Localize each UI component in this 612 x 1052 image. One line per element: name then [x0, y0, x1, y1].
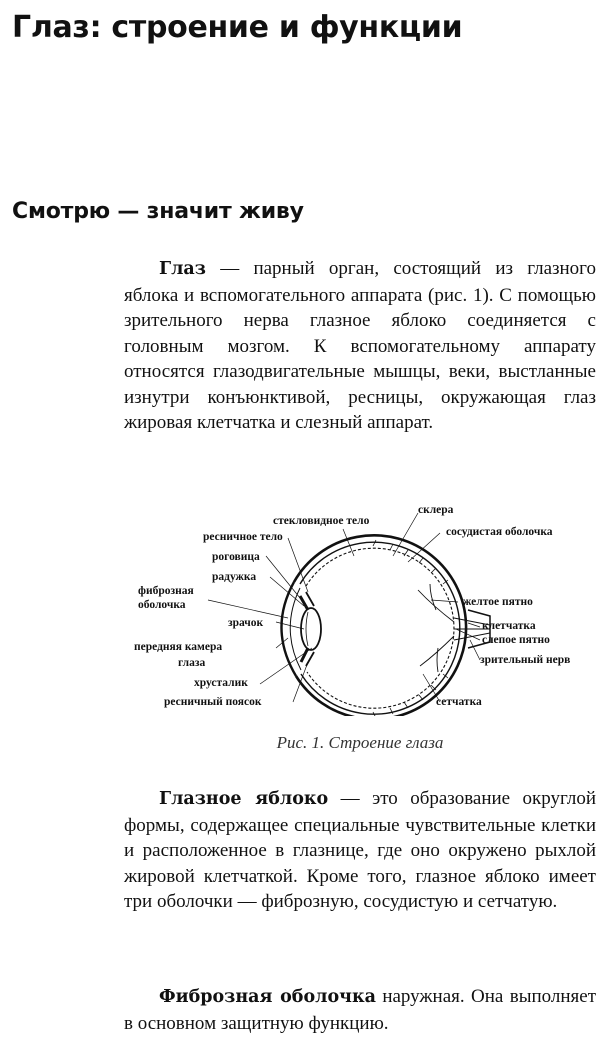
- label-fibrous-1: фиброзная: [138, 585, 194, 597]
- label-cornea: роговица: [212, 551, 260, 563]
- figure-caption: Рис. 1. Строение глаза: [276, 733, 444, 752]
- label-iris: радужка: [212, 571, 257, 583]
- label-macula: желтое пятно: [463, 596, 533, 608]
- cornea-outline: [281, 582, 296, 676]
- section-title: Смотрю — значит живу: [12, 199, 304, 224]
- label-optic-nerve: зрительный нерв: [480, 654, 571, 666]
- sclera-outline: [294, 535, 466, 716]
- paragraph-fibrous-layer-text: наружная. Она выполняет в основном защитную функцию.: [124, 986, 596, 1034]
- eyeball-drawing: [281, 535, 490, 716]
- label-choroid: сосудистая оболочка: [446, 526, 553, 538]
- label-sclera: склера: [418, 504, 454, 516]
- paragraph-eye-text: — парный орган, состоящий из глазного яблока и вспомогательного аппарата (рис. 1). С помощью зрительного нерва глазное яблоко соединяется с головным мозгом. К вспомогательному аппарату относятся глазодвигательные мышцы, веки, выстланные изнутри конъюнктивой, ресницы, окружающая глаз жировая клетчатка и слезный аппарат.: [124, 258, 596, 433]
- eye-diagram: [118, 498, 598, 716]
- label-lens: хрусталик: [194, 677, 248, 689]
- figure-labels: [134, 504, 570, 708]
- term-eyeball: Глазное яблоко: [159, 789, 329, 809]
- term-fibrous-layer: Фиброзная оболочка: [159, 987, 376, 1007]
- label-fibrous-2: оболочка: [138, 599, 186, 611]
- term-eye: Глаз: [159, 259, 206, 279]
- label-vitreous-body: стекловидное тело: [273, 515, 370, 527]
- label-ciliary-body: ресничное тело: [203, 531, 283, 543]
- label-pupil: зрачок: [228, 617, 264, 629]
- label-ciliary-zonule: ресничный поясок: [164, 696, 262, 708]
- label-blind-spot: слепое пятно: [482, 634, 550, 646]
- chapter-title: Глаз: строение и функции: [12, 10, 463, 45]
- label-anterior-chamber-2: глаза: [178, 657, 206, 669]
- paragraph-eyeball-text: — это образование округлой формы, содержащее специальные чувствительные клетки и расположенное в глазнице, где оно окружено рыхлой жировой клетчаткой. Кроме того, глазное яблоко имеет три оболочки — фиброзную, сосудистую и сетчатую.: [124, 788, 596, 912]
- label-retina: сетчатка: [436, 696, 482, 708]
- blood-vessels: [418, 584, 454, 672]
- eye-structure-figure: [118, 498, 598, 716]
- paragraph-fibrous-layer: [124, 984, 596, 1036]
- paragraph-eye: [124, 256, 596, 436]
- label-retina-fibers: клетчатка: [482, 620, 536, 632]
- paragraph-eyeball: [124, 786, 596, 915]
- label-anterior-chamber-1: передняя камера: [134, 641, 223, 653]
